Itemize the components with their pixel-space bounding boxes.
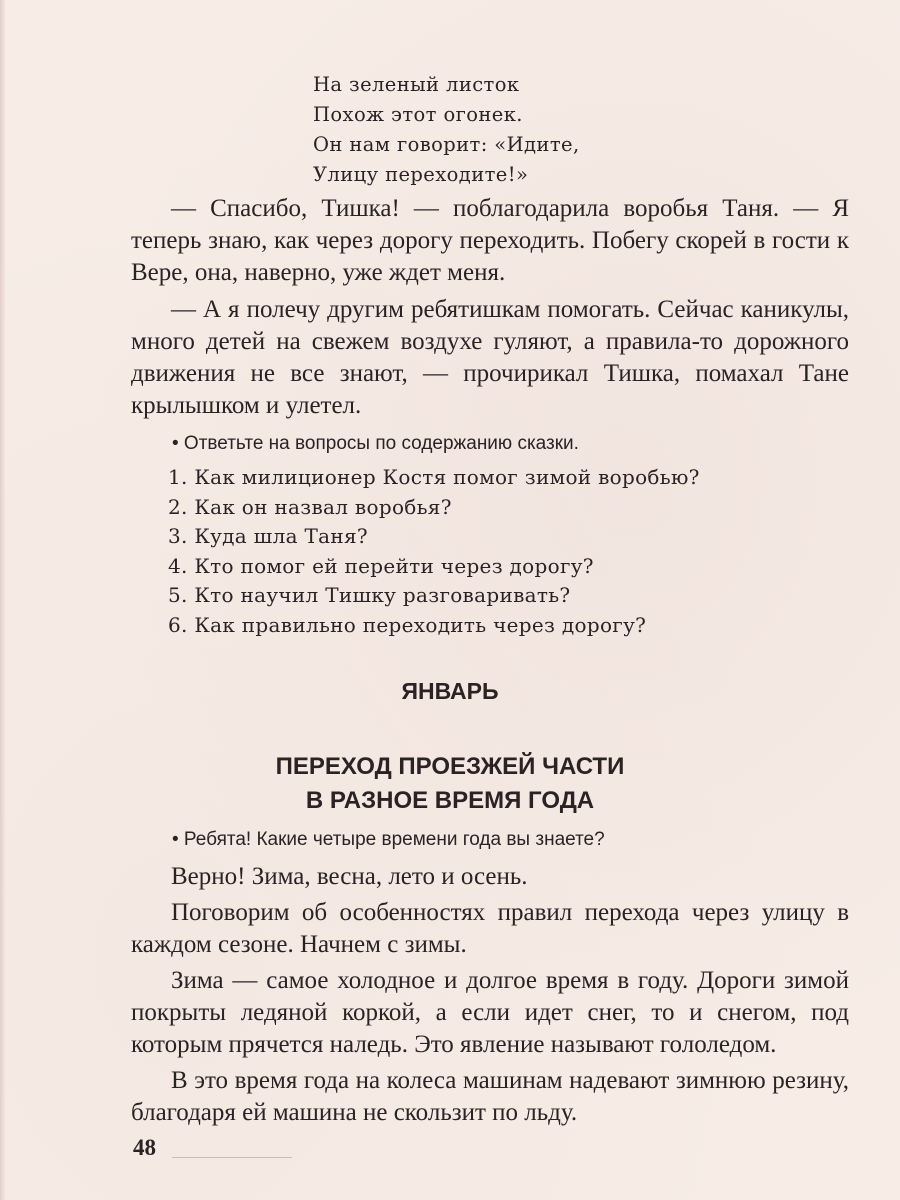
question-item: 4. Кто помог ей перейти через дорогу? xyxy=(168,553,594,578)
section-title-line: В РАЗНОЕ ВРЕМЯ ГОДА xyxy=(305,787,595,814)
section-title xyxy=(0,750,900,818)
section-paragraph: Поговорим об особенностях правил перехода через улицу в каждом сезоне. Начнем с зимы. xyxy=(131,899,849,958)
poem-line: Он нам говорит: «Идите, xyxy=(313,133,580,156)
story-paragraph: — Спасибо, Тишка! — поблагодарила воробья Таня. — Я теперь знаю, как через дорогу переходить. Побегу скорей в гости к Вере, она, наверно, уже ждет меня. xyxy=(131,195,849,286)
section-paragraph: В это время года на колеса машинам надевают зимнюю резину, благодаря ей машина не скользит по льду. xyxy=(131,1067,849,1126)
section-prompt: • Ребята! Какие четыре времени года вы знаете? xyxy=(172,829,605,850)
section-title-line: ПЕРЕХОД ПРОЕЗЖЕЙ ЧАСТИ xyxy=(275,753,625,780)
question-item: 3. Куда шла Таня? xyxy=(168,524,368,548)
poem-line: На зеленый листок xyxy=(313,73,520,96)
story-text xyxy=(131,193,849,422)
question-item: 2. Как он назвал воробья? xyxy=(168,494,452,519)
question-item: 6. Как правильно переходить через дорогу? xyxy=(168,612,647,637)
question-item: 5. Кто научил Тишку разговаривать? xyxy=(168,583,571,607)
page-edge-shadow xyxy=(0,0,5,1200)
poem-line: Улицу переходите!» xyxy=(313,163,529,186)
questions-prompt: • Ответьте на вопросы по содержанию сказки. xyxy=(172,433,579,454)
poem-line: Похож этот огонек. xyxy=(313,103,523,126)
poem xyxy=(313,70,580,190)
page-number-rule xyxy=(172,1157,292,1158)
month-heading: ЯНВАРЬ xyxy=(401,678,499,704)
story-paragraph: — А я полечу другим ребятишкам помогать. Сейчас каникулы, много детей на свежем воздухе гуляют, а правила-то дорожного движения не все знают, — прочирикал Тишка, помахал Тане крылышком и улетел. xyxy=(131,296,849,419)
question-item: 1. Как милиционер Костя помог зимой воробью? xyxy=(168,465,700,489)
section-text xyxy=(131,861,849,1129)
section-paragraph: Зима — самое холодное и долгое время в году. Дороги зимой покрыты ледяной коркой, а если идет снег, то и снегом, под которым прячется наледь. Это явление называют гололедом. xyxy=(131,967,849,1058)
section-paragraph: Верно! Зима, весна, лето и осень. xyxy=(171,863,528,890)
page-number: 48 xyxy=(133,1135,156,1160)
questions-list xyxy=(168,463,700,640)
